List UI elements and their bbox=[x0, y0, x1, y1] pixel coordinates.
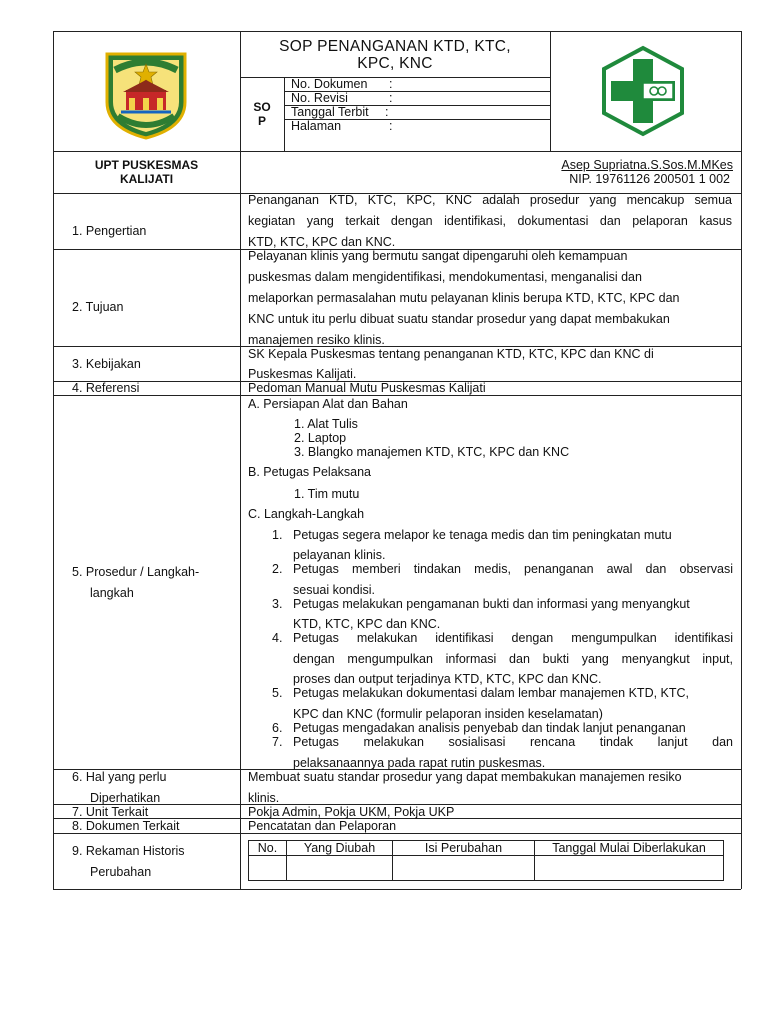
revision-cell bbox=[249, 856, 287, 881]
step-4-number: 4. bbox=[272, 631, 283, 645]
revision-cell bbox=[393, 856, 535, 881]
meta-label-no-dokumen: No. Dokumen bbox=[291, 77, 368, 91]
border-bottom bbox=[53, 889, 741, 890]
header-right-divider bbox=[550, 31, 551, 151]
step-6-line-1: Petugas mengadakan analisis penyebab dan tindak lanjut penanganan bbox=[293, 721, 686, 735]
revision-col-yang-diubah: Yang Diubah bbox=[287, 841, 393, 856]
row-label-perhatian-line-2: Diperhatikan bbox=[90, 791, 161, 805]
revision-col-tanggal-mulai: Tanggal Mulai Diberlakukan bbox=[535, 841, 724, 856]
step-3-line-2: KTD, KTC, KPC dan KNC. bbox=[293, 617, 441, 631]
row-label-prosedur-line-1: 5. Prosedur / Langkah- bbox=[72, 565, 200, 579]
row-label-tujuan: 2. Tujuan bbox=[72, 300, 124, 314]
border-right bbox=[741, 31, 742, 889]
revision-col-no: No. bbox=[249, 841, 287, 856]
row-sep-8 bbox=[53, 833, 741, 834]
signer-nip: NIP. 19761126 200501 1 002 bbox=[569, 172, 730, 186]
prosedur-section-a: A. Persiapan Alat dan Bahan bbox=[248, 397, 408, 411]
step-4-line-1: Petugas melakukan identifikasi dengan mengumpulkan identifikasi bbox=[293, 631, 733, 645]
meta-sep-no-dokumen: : bbox=[389, 77, 393, 91]
revision-table-header-row bbox=[249, 841, 724, 856]
step-2-number: 2. bbox=[272, 562, 283, 576]
step-5-number: 5. bbox=[272, 686, 283, 700]
sop-title-line-2: KPC, KNC bbox=[357, 55, 433, 72]
revision-cell bbox=[535, 856, 724, 881]
step-4-line-2: dengan mengumpulkan informasi dan bukti yang menyangkut input, bbox=[293, 652, 733, 666]
sop-label-divider bbox=[284, 77, 285, 151]
tujuan-line-3: melaporkan permasalahan mutu pelayanan klinis berupa KTD, KTC, KPC dan bbox=[248, 291, 680, 305]
meta-label-no-revisi: No. Revisi bbox=[291, 91, 348, 105]
step-7-line-1: Petugas melakukan sosialisasi rencana tindak lanjut dan bbox=[293, 735, 733, 749]
step-4-line-3: proses dan output terjadinya KTD, KTC, KPC dan KNC. bbox=[293, 672, 602, 686]
meta-sep-no-revisi: : bbox=[389, 91, 393, 105]
sop-label-part-2: P bbox=[257, 114, 266, 128]
revision-history-table bbox=[248, 840, 724, 881]
row-label-rekaman-line-2: Perubahan bbox=[90, 865, 152, 879]
row-label-pengertian: 1. Pengertian bbox=[72, 224, 147, 238]
kebijakan-line-1: SK Kepala Puskesmas tentang penanganan KTD, KTC, KPC dan KNC di bbox=[248, 347, 654, 361]
prosedur-a-item-3: 3. Blangko manajemen KTD, KTC, KPC dan KNC bbox=[294, 445, 570, 459]
step-6-number: 6. bbox=[272, 721, 283, 735]
meta-sep-tanggal-terbit: : bbox=[385, 105, 389, 119]
meta-sep-halaman: : bbox=[389, 119, 393, 133]
step-2-line-2: sesuai kondisi. bbox=[293, 583, 375, 597]
meta-label-halaman: Halaman bbox=[291, 119, 342, 133]
meta-label-tanggal-terbit: Tanggal Terbit bbox=[291, 105, 369, 119]
tujuan-line-2: puskesmas dalam mengidentifikasi, mendokumentasi, menganalisi dan bbox=[248, 270, 642, 284]
referensi-text: Pedoman Manual Mutu Puskesmas Kalijati bbox=[248, 381, 486, 395]
revision-cell bbox=[287, 856, 393, 881]
perhatian-line-2: klinis. bbox=[248, 791, 280, 805]
step-2-line-1: Petugas memberi tindakan medis, penanganan awal dan observasi bbox=[293, 562, 733, 576]
step-1-line-2: pelayanan klinis. bbox=[293, 548, 386, 562]
tujuan-line-1: Pelayanan klinis yang bermutu sangat dipengaruhi oleh kemampuan bbox=[248, 249, 628, 263]
dokumen-terkait-text: Pencatatan dan Pelaporan bbox=[248, 819, 397, 833]
step-5-line-2: KPC dan KNC (formulir pelaporan insiden keselamatan) bbox=[293, 707, 603, 721]
row-label-dokumen-terkait: 8. Dokumen Terkait bbox=[72, 819, 180, 833]
perhatian-line-1: Membuat suatu standar prosedur yang dapat membakukan manajemen resiko bbox=[248, 770, 682, 784]
puskesmas-logo bbox=[597, 45, 689, 137]
sop-label-part-1: SO bbox=[253, 100, 271, 114]
header-bottom bbox=[53, 151, 741, 152]
row-label-referensi: 4. Referensi bbox=[72, 381, 140, 395]
step-1-number: 1. bbox=[272, 528, 283, 542]
kebijakan-line-2: Puskesmas Kalijati. bbox=[248, 367, 357, 381]
sop-title-line-1: SOP PENANGANAN KTD, KTC, bbox=[279, 38, 511, 55]
pengertian-line-3: KTD, KTC, KPC dan KNC. bbox=[248, 235, 396, 249]
row-label-prosedur-line-2: langkah bbox=[90, 586, 134, 600]
regency-emblem-logo bbox=[101, 50, 191, 140]
border-top bbox=[53, 31, 741, 32]
pengertian-line-2: kegiatan yang terkait dengan identifikasi, dokumentasi dan pelaporan kasus bbox=[248, 214, 732, 228]
prosedur-section-c: C. Langkah-Langkah bbox=[248, 507, 365, 521]
prosedur-a-item-2: 2. Laptop bbox=[294, 431, 347, 445]
row-label-perhatian-line-1: 6. Hal yang perlu bbox=[72, 770, 167, 784]
tujuan-line-5: manajemen resiko klinis. bbox=[248, 333, 385, 347]
tujuan-line-4: KNC untuk itu perlu dibuat suatu standar prosedur yang dapat membakukan bbox=[248, 312, 670, 326]
row-label-rekaman-line-1: 9. Rekaman Historis bbox=[72, 844, 185, 858]
revision-table-empty-row bbox=[249, 856, 724, 881]
step-7-line-2: pelaksanaannya pada rapat rutin puskesmas. bbox=[293, 756, 546, 770]
org-name-line-2: KALIJATI bbox=[119, 172, 174, 186]
signer-name: Asep Supriatna.S.Sos.M.MKes bbox=[561, 158, 733, 172]
step-7-number: 7. bbox=[272, 735, 283, 749]
prosedur-section-b: B. Petugas Pelaksana bbox=[248, 465, 371, 479]
row-label-unit-terkait: 7. Unit Terkait bbox=[72, 805, 149, 819]
step-3-line-1: Petugas melakukan pengamanan bukti dan informasi yang menyangkut bbox=[293, 597, 690, 611]
pengertian-line-1: Penanganan KTD, KTC, KPC, KNC adalah prosedur yang mencakup semua bbox=[248, 193, 732, 207]
prosedur-a-item-1: 1. Alat Tulis bbox=[294, 417, 358, 431]
step-5-line-1: Petugas melakukan dokumentasi dalam lembar manajemen KTD, KTC, bbox=[293, 686, 690, 700]
step-3-number: 3. bbox=[272, 597, 283, 611]
step-1-line-1: Petugas segera melapor ke tenaga medis dan tim peningkatan mutu bbox=[293, 528, 672, 542]
unit-terkait-text: Pokja Admin, Pokja UKM, Pokja UKP bbox=[248, 805, 455, 819]
row-sep-4 bbox=[53, 395, 741, 396]
org-name-line-1: UPT PUSKESMAS bbox=[94, 158, 199, 172]
revision-col-isi-perubahan: Isi Perubahan bbox=[393, 841, 535, 856]
row-label-kebijakan: 3. Kebijakan bbox=[72, 357, 141, 371]
header-title-bottom bbox=[240, 77, 550, 78]
label-column-divider bbox=[240, 31, 241, 889]
prosedur-b-item-1: 1. Tim mutu bbox=[294, 487, 360, 501]
